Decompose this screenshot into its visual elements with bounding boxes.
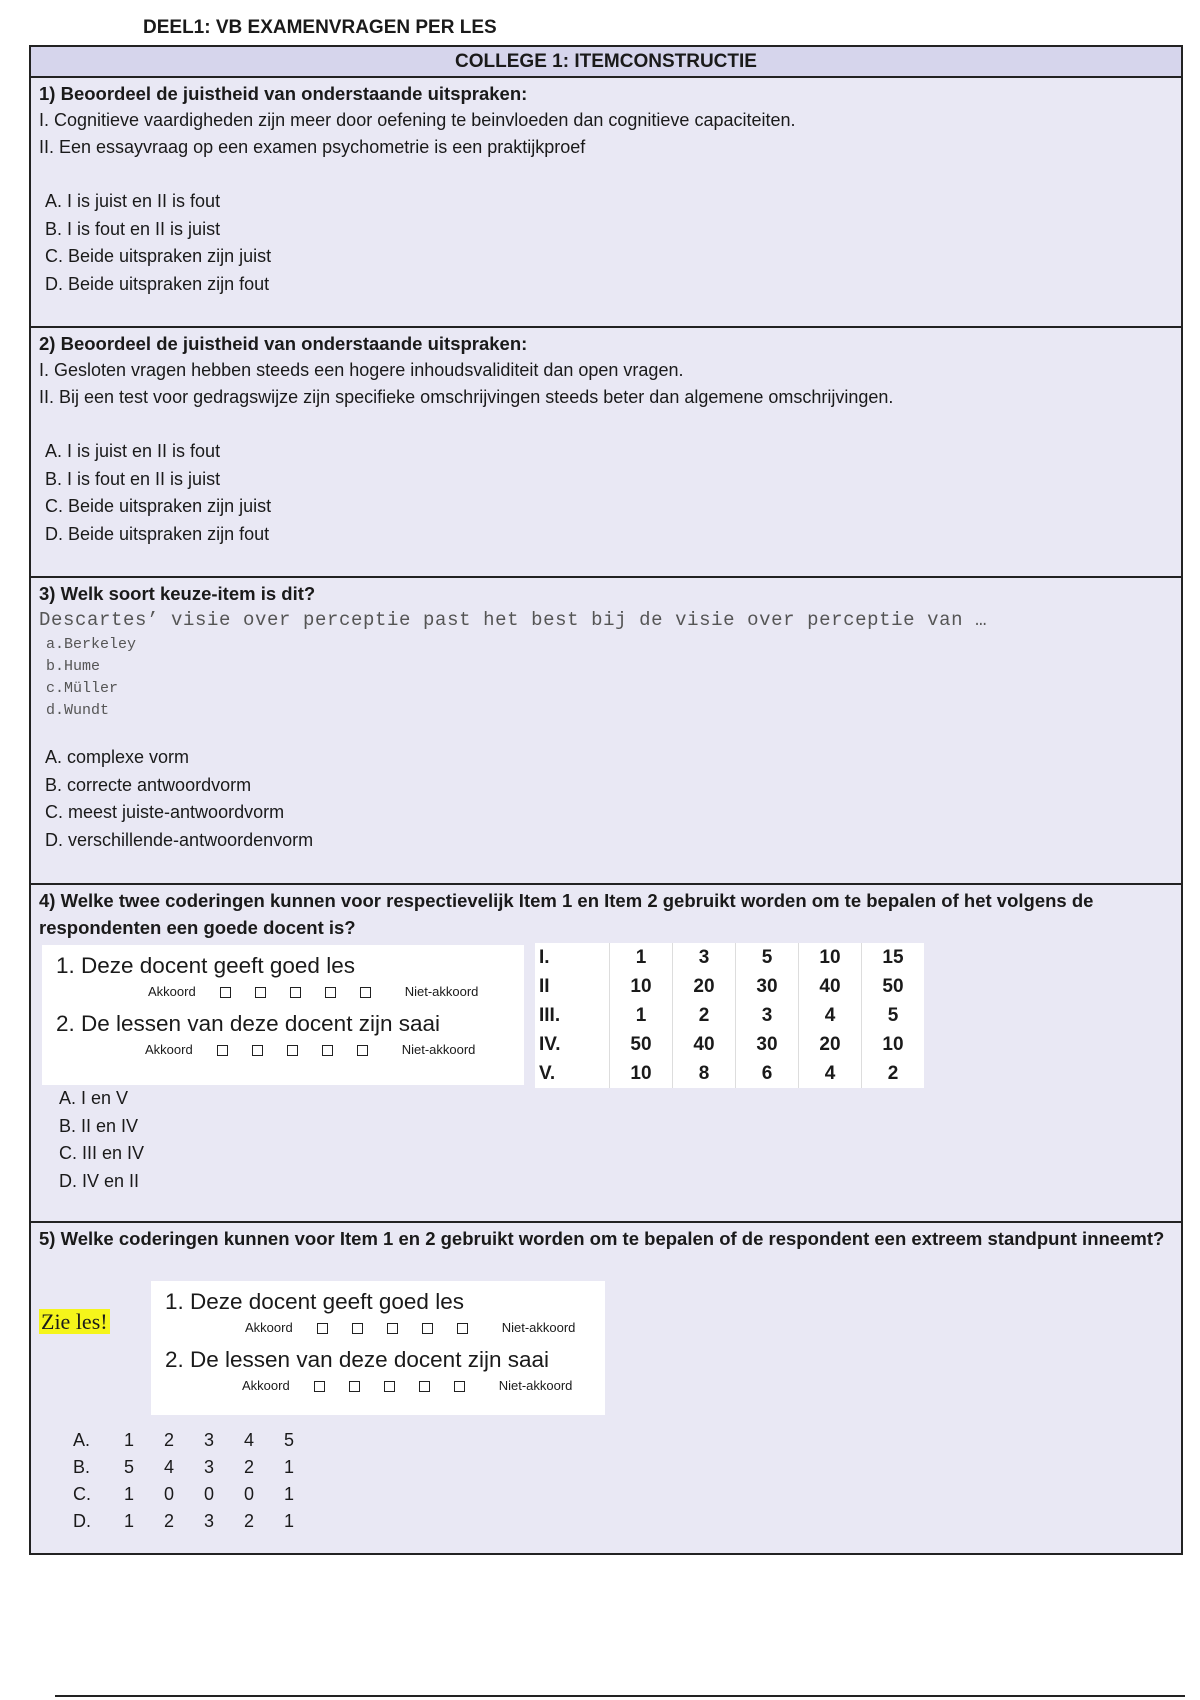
- checkbox[interactable]: [314, 1381, 325, 1392]
- code-value: 4: [243, 1430, 254, 1450]
- item-2-text: 2. De lessen van deze docent zijn saai: [56, 1011, 440, 1036]
- table-cell: 6: [736, 1059, 799, 1088]
- coding-table: [535, 943, 924, 1088]
- option-a[interactable]: A. complexe vorm: [45, 747, 190, 767]
- question-title: 1) Beoordeel de juistheid van onderstaande uitspraken:: [39, 83, 528, 104]
- table-cell: 20: [673, 972, 736, 1001]
- sub-option-b: b.Hume: [46, 658, 101, 675]
- checkbox[interactable]: [287, 1045, 298, 1056]
- option-d[interactable]: D. Beide uitspraken zijn fout: [45, 273, 270, 294]
- option-b[interactable]: B. II en IV: [59, 1115, 139, 1136]
- table-cell: 4: [799, 1059, 862, 1088]
- option-a[interactable]: [73, 1427, 309, 1454]
- checkbox[interactable]: [352, 1323, 363, 1334]
- disagree-label: Niet-akkoord: [404, 984, 479, 999]
- checkbox[interactable]: [360, 987, 371, 998]
- agree-label: Akkoord: [145, 1042, 193, 1057]
- option-c[interactable]: [73, 1481, 309, 1508]
- code-value: 1: [283, 1511, 294, 1531]
- table-cell: 3: [736, 1001, 799, 1030]
- option-d[interactable]: D. verschillende-antwoordenvorm: [45, 829, 314, 850]
- table-cell: 30: [736, 972, 799, 1001]
- table-cell: 5: [736, 943, 799, 972]
- sub-option-d: d.Wundt: [46, 702, 110, 719]
- footer-divider: [55, 1695, 1185, 1697]
- likert-items: [151, 1281, 605, 1415]
- table-cell: 10: [862, 1030, 925, 1059]
- highlight-note: Zie les!: [41, 1309, 108, 1334]
- likert-items: [42, 945, 524, 1085]
- sub-option-a: a.Berkeley: [46, 636, 137, 653]
- option-label: A.: [73, 1430, 91, 1450]
- code-value: 0: [163, 1484, 174, 1504]
- agree-label: Akkoord: [148, 984, 196, 999]
- checkbox[interactable]: [349, 1381, 360, 1392]
- checkbox[interactable]: [322, 1045, 333, 1056]
- answer-options: [39, 188, 1173, 298]
- code-value: 1: [283, 1457, 294, 1477]
- code-value: 4: [163, 1457, 174, 1477]
- code-value: 0: [203, 1484, 214, 1504]
- checkbox[interactable]: [252, 1045, 263, 1056]
- option-d[interactable]: [73, 1508, 309, 1535]
- code-value: 2: [163, 1511, 174, 1531]
- code-value: 1: [123, 1484, 134, 1504]
- question-title: 5) Welke coderingen kunnen voor Item 1 en 2 gebruikt worden om te bepalen of de respondent een extreem standpunt inneemt?: [39, 1228, 1165, 1249]
- sub-option-c: c.Müller: [46, 680, 119, 697]
- disagree-label: Niet-akkoord: [498, 1378, 573, 1393]
- checkbox[interactable]: [454, 1381, 465, 1392]
- question-1: [31, 78, 1181, 328]
- statement-1: I. Cognitieve vaardigheden zijn meer door oefening te beinvloeden dan cognitieve capaciteiten.: [39, 110, 796, 130]
- answer-options: [39, 438, 1173, 548]
- agree-label: Akkoord: [242, 1378, 290, 1393]
- table-row: [535, 972, 924, 1001]
- row-label: I.: [539, 946, 550, 968]
- option-d[interactable]: D. Beide uitspraken zijn fout: [45, 523, 270, 544]
- answer-options: [39, 744, 1173, 854]
- table-cell: 40: [673, 1030, 736, 1059]
- code-value: 1: [123, 1511, 134, 1531]
- table-cell: 10: [799, 943, 862, 972]
- option-b[interactable]: B. I is fout en II is juist: [45, 468, 221, 489]
- checkbox[interactable]: [290, 987, 301, 998]
- table-cell: 1: [610, 943, 673, 972]
- checkbox[interactable]: [317, 1323, 328, 1334]
- code-value: 0: [243, 1484, 254, 1504]
- checkbox[interactable]: [325, 987, 336, 998]
- statement-1: I. Gesloten vragen hebben steeds een hogere inhoudsvaliditeit dan open vragen.: [39, 360, 684, 380]
- table-cell: 8: [673, 1059, 736, 1088]
- disagree-label: Niet-akkoord: [501, 1320, 576, 1335]
- option-c[interactable]: C. Beide uitspraken zijn juist: [45, 246, 272, 266]
- table-cell: 15: [862, 943, 925, 972]
- code-value: 3: [203, 1457, 214, 1477]
- option-b[interactable]: B. I is fout en II is juist: [45, 218, 221, 239]
- option-c[interactable]: C. Beide uitspraken zijn juist: [45, 496, 272, 516]
- table-cell: 50: [610, 1030, 673, 1059]
- item-1-text: 1. Deze docent geeft goed les: [56, 953, 355, 978]
- row-label: III.: [539, 1004, 561, 1026]
- row-label: II: [539, 975, 550, 997]
- question-title: 2) Beoordeel de juistheid van onderstaande uitspraken:: [39, 333, 528, 354]
- table-cell: 10: [610, 972, 673, 1001]
- agree-label: Akkoord: [245, 1320, 293, 1335]
- question-title: 4) Welke twee coderingen kunnen voor respectievelijk Item 1 en Item 2 gebruikt worden om te bepalen of het volgens de respondenten een goede docent is?: [39, 890, 1094, 938]
- question-3: [31, 578, 1181, 885]
- code-value: 3: [203, 1511, 214, 1531]
- code-value: 2: [243, 1457, 254, 1477]
- disagree-label: Niet-akkoord: [401, 1042, 476, 1057]
- option-c[interactable]: C. meest juiste-antwoordvorm: [45, 802, 285, 822]
- table-cell: 1: [610, 1001, 673, 1030]
- code-value: 5: [283, 1430, 294, 1450]
- table-cell: 4: [799, 1001, 862, 1030]
- option-a[interactable]: A. I is juist en II is fout: [45, 441, 221, 461]
- document-title: DEEL1: VB EXAMENVRAGEN PER LES: [143, 17, 497, 38]
- table-cell: 30: [736, 1030, 799, 1059]
- answer-options: [53, 1085, 144, 1195]
- table-row: [535, 1059, 924, 1088]
- code-value: 3: [203, 1430, 214, 1450]
- table-cell: 5: [862, 1001, 925, 1030]
- checkbox[interactable]: [384, 1381, 395, 1392]
- code-value: 1: [283, 1484, 294, 1504]
- table-cell: 20: [799, 1030, 862, 1059]
- option-label: C.: [73, 1484, 91, 1504]
- checkbox[interactable]: [387, 1323, 398, 1334]
- table-cell: 50: [862, 972, 925, 1001]
- likert-scale-1: [56, 981, 524, 1003]
- question-5: [31, 1223, 1181, 1553]
- checkbox[interactable]: [357, 1045, 368, 1056]
- option-a[interactable]: A. I en V: [59, 1088, 129, 1108]
- question-2: [31, 328, 1181, 578]
- checkbox[interactable]: [422, 1323, 433, 1334]
- table-row: [535, 1030, 924, 1059]
- table-cell: 2: [673, 1001, 736, 1030]
- item-2-text: 2. De lessen van deze docent zijn saai: [165, 1347, 549, 1372]
- row-label: V.: [539, 1062, 556, 1084]
- code-value: 2: [163, 1430, 174, 1450]
- table-cell: 2: [862, 1059, 925, 1088]
- table-row: [535, 943, 924, 972]
- option-b[interactable]: B. correcte antwoordvorm: [45, 774, 252, 795]
- coding-options: [73, 1427, 309, 1535]
- checkbox[interactable]: [255, 987, 266, 998]
- option-c[interactable]: C. III en IV: [59, 1143, 145, 1163]
- table-cell: 40: [799, 972, 862, 1001]
- checkbox[interactable]: [419, 1381, 430, 1392]
- option-a[interactable]: A. I is juist en II is fout: [45, 191, 221, 211]
- exam-frame: [29, 45, 1183, 1555]
- option-label: D.: [73, 1511, 91, 1531]
- code-value: 1: [123, 1430, 134, 1450]
- option-label: B.: [73, 1457, 91, 1477]
- table-row: [535, 1001, 924, 1030]
- statement-2: II. Bij een test voor gedragswijze zijn specifieke omschrijvingen steeds beter dan algemene omschrijvingen.: [39, 387, 894, 407]
- likert-scale-2: [165, 1375, 605, 1397]
- item-stem: Descartes’ visie over perceptie past het best bij de visie over perceptie van …: [39, 609, 988, 631]
- code-value: 2: [243, 1511, 254, 1531]
- likert-scale-1: [165, 1317, 605, 1339]
- option-b[interactable]: [73, 1454, 309, 1481]
- checkbox[interactable]: [220, 987, 231, 998]
- item-1-text: 1. Deze docent geeft goed les: [165, 1289, 464, 1314]
- table-cell: 10: [610, 1059, 673, 1088]
- option-d[interactable]: D. IV en II: [59, 1170, 140, 1191]
- checkbox[interactable]: [457, 1323, 468, 1334]
- college-header: COLLEGE 1: ITEMCONSTRUCTIE: [31, 47, 1181, 78]
- code-value: 5: [123, 1457, 134, 1477]
- question-title: 3) Welk soort keuze-item is dit?: [39, 583, 316, 604]
- question-4: [31, 885, 1181, 1223]
- checkbox[interactable]: [217, 1045, 228, 1056]
- likert-scale-2: [56, 1039, 524, 1061]
- statement-2: II. Een essayvraag op een examen psychometrie is een praktijkproef: [39, 137, 586, 157]
- table-cell: 3: [673, 943, 736, 972]
- row-label: IV.: [539, 1033, 561, 1055]
